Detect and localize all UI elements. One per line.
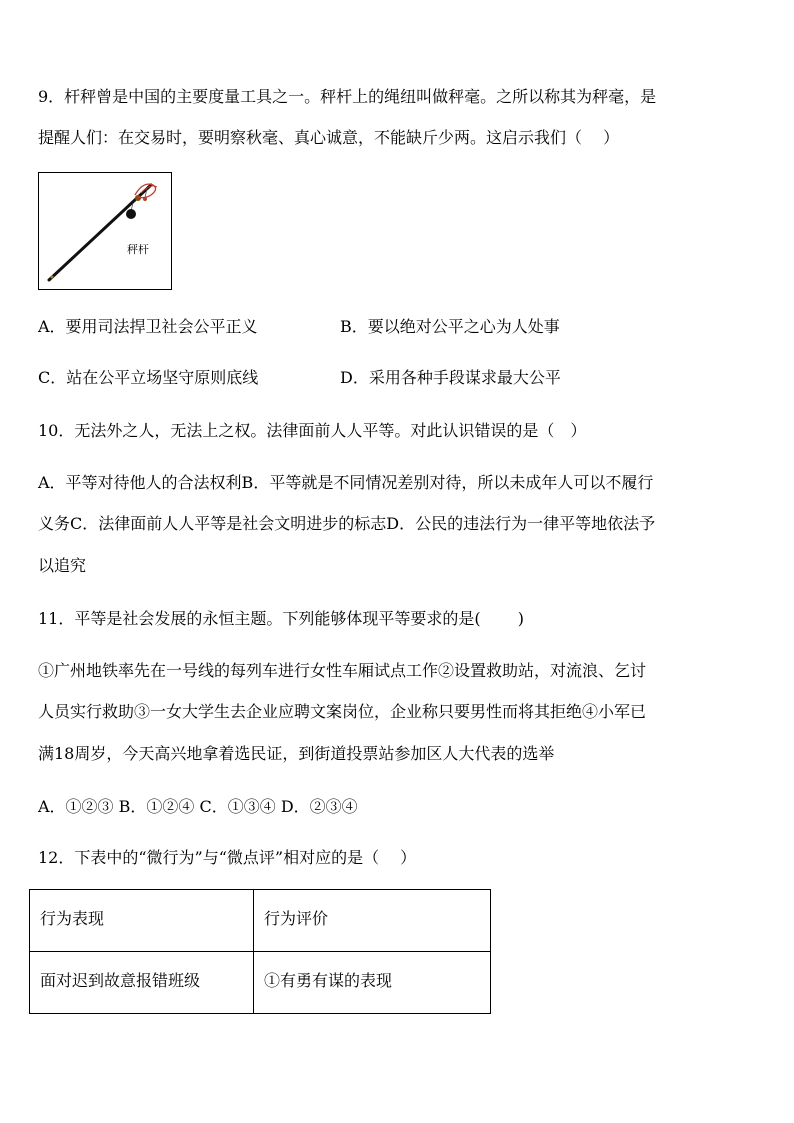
q9-option-b: B．要以绝对公平之心为人处事 (340, 317, 560, 336)
q11-stem: 11．平等是社会发展的永恒主题。下列能够体现平等要求的是( ) (38, 609, 524, 628)
q11-items-line-3: 满18周岁，今天高兴地拿着选民证，到街道投票站参加区人大代表的选举 (38, 744, 555, 763)
q10-stem: 10．无法外之人，无法上之权。法律面前人人平等。对此认识错误的是（ ） (38, 421, 587, 440)
q10-options-line-1: A．平等对待他人的合法权利B．平等就是不同情况差别对待，所以未成年人可以不履行 (38, 473, 654, 492)
q10-options-line-3: 以追究 (38, 556, 87, 575)
table-cell-behavior: 面对迟到故意报错班级 (30, 952, 254, 1014)
q11-items-line-1: ①广州地铁率先在一号线的每列车进行女性车厢试点工作②设置救助站，对流浪、乞讨 (38, 661, 647, 680)
table-header-evaluation: 行为评价 (254, 890, 491, 952)
q9-stem-line-2: 提醒人们：在交易时，要明察秋毫、真心诚意，不能缺斤少两。这启示我们（ ） (38, 128, 620, 147)
q9-option-c: C．站在公平立场坚守原则底线 (38, 368, 259, 387)
scale-figure (38, 172, 172, 290)
table-row (30, 952, 491, 1014)
q9-stem-line-1: 9．杆秤曾是中国的主要度量工具之一。秤杆上的绳纽叫做秤毫。之所以称其为秤毫，是 (38, 87, 657, 106)
q9-option-a: A．要用司法捍卫社会公平正义 (38, 317, 258, 336)
q11-options: A．①②③ B．①②④ C．①③④ D．②③④ (38, 797, 358, 816)
q12-stem: 12．下表中的“微行为”与“微点评”相对应的是（ ） (38, 848, 417, 867)
q10-options-line-2: 义务C．法律面前人人平等是社会文明进步的标志D．公民的违法行为一律平等地依法予 (38, 514, 656, 533)
q9-option-d: D．采用各种手段谋求最大公平 (340, 368, 561, 387)
steelyard-image (39, 173, 171, 289)
figure-caption: 秤杆 (127, 243, 149, 256)
behavior-table (29, 889, 491, 1014)
table-cell-evaluation: ①有勇有谋的表现 (254, 952, 491, 1014)
table-header-behavior: 行为表现 (30, 890, 254, 952)
q11-items-line-2: 人员实行救助③一女大学生去企业应聘文案岗位，企业称只要男性而将其拒绝④小军已 (38, 702, 647, 721)
table-header-row (30, 890, 491, 952)
